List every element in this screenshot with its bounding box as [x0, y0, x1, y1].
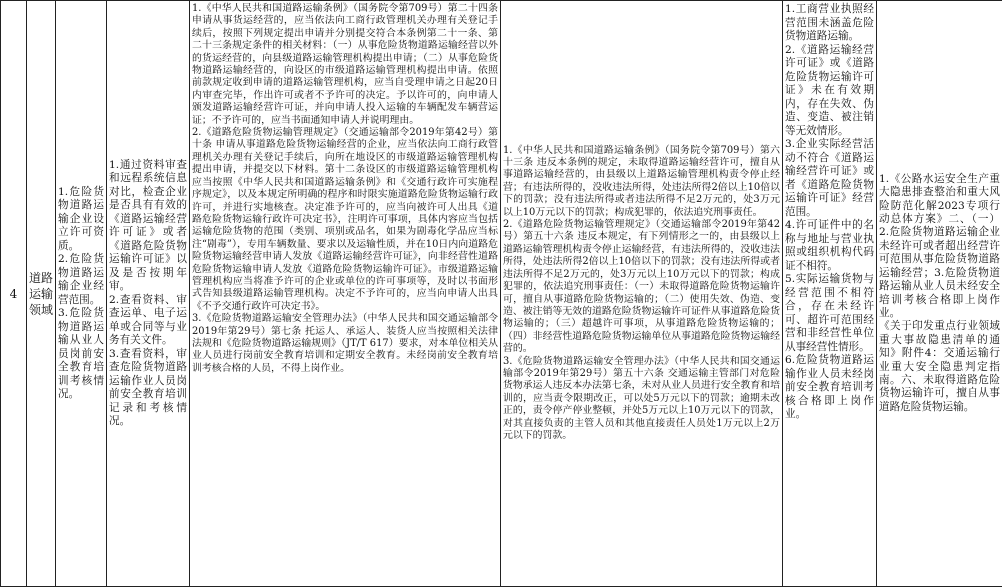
check-items-cell: [56, 1, 107, 587]
typical-case: 5.实际运输货物与经营范围不相符合，存在未经许可、超许可范围经营和非经营性单位从事经营性情形。: [785, 273, 874, 354]
typical-case: 6.危险货物道路运输作业人员未经岗前安全教育培训考核合格即上岗作业。: [785, 354, 874, 422]
check-method: 2.查看资料、审查运单、电子运单或合同等与业务有关文件。: [109, 294, 187, 348]
typical-case: 4.许可证件中的名称与地址与营业执照或组织机构代码证不相符。: [785, 219, 874, 273]
table-row: [1, 1, 1002, 587]
domain-label: 道路运输领域: [29, 271, 53, 317]
typical-case: 1.工商营业执照经营范围未涵盖危险货物道路运输。: [785, 3, 874, 44]
legal-basis-item: 1.《中华人民共和国道路运输条例》（国务院令第709号）第二十四条 申请从事货运经营的，应当依法向工商行政管理机关办理有关登记手续后，按照下列规定提出申请并分别提交符合本条例第二十一条、第二十三条规定条件的相关材料：（一）从事危险货物道路运输经营以外的货运经营的，向县级道路运输管理机构提出申请；（二）从事危险货物道路运输经营的，向设区的市级道路运输管理机构提出申请。依照前款规定收到申请的道路运输管理机构，应当自受理申请之日起20日内审查完毕，作出许可或者不予许可的决定。予以许可的，向申请人颁发道路运输经营许可证，并向申请人投入运输的车辆配发车辆营运证；不予许可的，应当书面通知申请人并说明理由。: [192, 3, 498, 127]
check-item: 3.危险货物道路运输从业人员岗前安全教育培训考核情况。: [58, 307, 104, 402]
typical-case: 3.企业实际经营活动不符合《道路运输经营许可证》或者《道路危险货物运输许可证》经营范围。: [785, 138, 874, 219]
legal-basis-item: 2.《道路危险货物运输管理规定》（交通运输部令2019年第42号）第十条 申请从事道路危险货物运输经营的企业，应当依法向工商行政管理机关办理有关登记手续后，向所在地设区的市级道路运输管理机构提出申请，并提交以下材料。第十二条设区的市级道路运输管理机构应当按照《中华人民共和国道路运输条例》和《交通行政许可实施程序规定》，以及本规定所明确的程序和时限实施道路危险货物运输行政许可，并进行实地核查。决定准予许可的，应当向被许可人出具《道路危险货物运输行政许可决定书》，注明许可事项，具体内容应当包括运输危险货物的范围（类别、项别或品名，如果为剧毒化学品应当标注“剧毒”），专用车辆数量、要求以及运输性质，并在10日内向道路危险货物运输经营申请人发放《道路运输经营许可证》，向非经营性道路危险货物运输申请人发放《道路危险货物运输许可证》。市级道路运输管理机构应当将准予许可的企业或单位的许可事项等，及时以书面形式告知县级道路运输管理机构。决定不予许可的，应当向申请人出具《不予交通行政许可决定书》。: [192, 127, 498, 313]
penalty-basis-cell: [501, 1, 783, 587]
typical-case: 2.《道路运输经营许可证》或《道路危险货物运输许可证》未在有效期内，存在失效、伪造、变造、被注销等无效情形。: [785, 44, 874, 139]
penalty-basis-item: 3.《危险货物道路运输安全管理办法》（中华人民共和国交通运输部令2019年第29号）第五十六条 交通运输主管部门对危险货物承运人违反本办法第七条，未对从业人员进行安全教育和培训的，应当责令限期改正，可以处5万元以下的罚款；逾期未改正的，责令停产停业整顿，并处5万元以上10万元以下的罚款，对其直接负责的主管人员和其他直接责任人员处1万元以上2万元以下的罚款。: [503, 356, 780, 443]
legal-basis-item: 3.《危险货物道路运输安全管理办法》（中华人民共和国交通运输部令2019年第29号）第七条 托运人、承运人、装货人应当按照相关法律法规和《危险货物道路运输规则》（JT/T 617）要求，对本单位相关从业人员进行岗前安全教育培训和定期安全教育。未经岗前安全教育培训考核合格的人员，不得上岗作业。: [192, 313, 498, 375]
row-number: 4: [10, 287, 18, 301]
check-method: 1.通过资料审查和远程系统信息对比，检查企业是否具有有效的《道路运输经营许可证》或者《道路危险货物运输许可证》以及是否按期年审。: [109, 159, 187, 294]
notes-cell: [877, 1, 1002, 587]
row-number-cell: [1, 1, 27, 587]
check-item: 2.危险货物道路运输企业经营范围。: [58, 253, 104, 307]
check-methods-cell: [107, 1, 190, 587]
legal-basis-cell: [190, 1, 501, 587]
penalty-basis-item: 1.《中华人民共和国道路运输条例》（国务院令第709号）第六十三条 违反本条例的规定，未取得道路运输经营许可，擅自从事道路运输经营的，由县级以上道路运输管理机构责令停止经营；有违法所得的，没收违法所得，处违法所得2倍以上10倍以下的罚款；没有违法所得或者违法所得不足2万元的，处3万元以上10万元以下的罚款；构成犯罪的，依法追究刑事责任。: [503, 145, 780, 219]
note-item: 1.《公路水运安全生产重大隐患排查整治和重大风险防范化解2023专项行动总体方案》二、（一）2.危险货物道路运输企业未经许可或者超出经营许可范围从事危险货物道路运输经营；3.危险货物道路运输从业人员未经安全培训考核合格即上岗作业。: [879, 173, 1000, 320]
domain-cell: [27, 1, 56, 587]
penalty-basis-item: 2.《道路危险货物运输管理规定》（交通运输部令2019年第42号）第五十六条 违反本规定，有下列情形之一的，由县级以上道路运输管理机构责令停止运输经营，有违法所得的，没收违法所得，处违法所得2倍以上10倍以下的罚款；没有违法所得或者违法所得不足2万元的，处3万元以上10万元以下的罚款；构成犯罪的，依法追究刑事责任：（一）未取得道路危险货物运输许可，擅自从事道路危险货物运输的；（二）使用失效、伪造、变造、被注销等无效的道路危险货物运输许可证件从事道路危险货物运输的；（三）超越许可事项，从事道路危险货物运输的；（四）非经营性道路危险货物运输单位从事道路危险货物运输经营的。: [503, 219, 780, 355]
typical-cases-cell: [783, 1, 877, 587]
note-item: 《关于印发重点行业领域重大事故隐患清单的通知》附件4：交通运输行业重大安全隐患判定指南。六、未取得道路危险货物运输许可，擅自从事道路危险货物运输。: [879, 320, 1000, 414]
check-item: 1.危险货物道路运输企业设立许可资质。: [58, 186, 104, 254]
check-method: 3.查看资料，审查危险货物道路运输作业人员岗前安全教育培训记录和考核情况。: [109, 348, 187, 429]
